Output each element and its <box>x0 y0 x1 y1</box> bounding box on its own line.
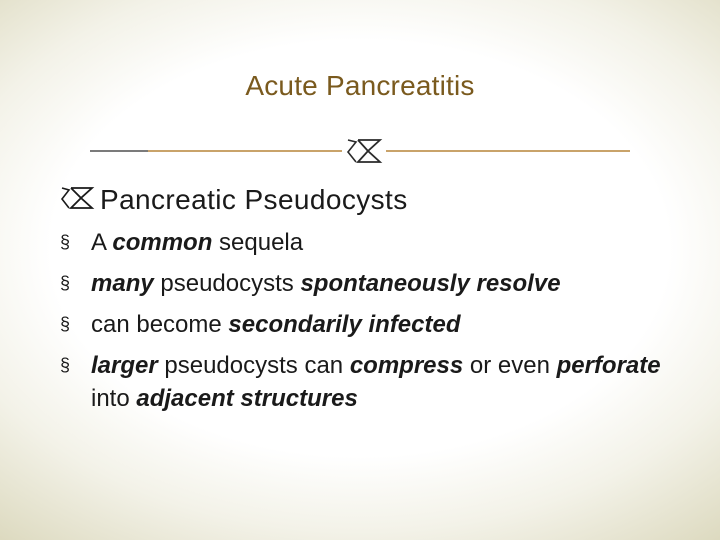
emphasis-text: perforate <box>556 352 661 379</box>
bullet-text: pseudocysts can <box>157 352 350 379</box>
bullet-text: or even <box>463 352 557 379</box>
bullet-marker: § <box>60 232 71 252</box>
emphasis-text: larger <box>91 352 158 379</box>
bullet-marker: § <box>60 273 71 293</box>
bullet-marker: § <box>60 355 71 375</box>
bullet-item <box>60 226 680 259</box>
bullet-item <box>60 308 680 341</box>
double-arrow-icon <box>58 185 98 218</box>
divider-line <box>148 150 630 152</box>
bullet-text: A <box>91 229 113 256</box>
emphasis-text: secondarily infected <box>228 311 461 338</box>
bullet-text: can become <box>91 311 229 338</box>
emphasis-text: compress <box>349 352 464 379</box>
bullet-list <box>60 226 680 423</box>
bullet-item <box>60 349 680 415</box>
bullet-text: into <box>91 385 137 412</box>
bullet-text: pseudocysts <box>153 270 301 297</box>
slide-title: Acute Pancreatitis <box>245 70 475 101</box>
emphasis-text: spontaneously resolve <box>300 270 561 297</box>
emphasis-text: common <box>112 229 213 256</box>
bullet-marker: § <box>60 314 71 334</box>
emphasis-text: adjacent structures <box>136 385 358 412</box>
emphasis-text: many <box>91 270 154 297</box>
bullet-text: sequela <box>212 229 304 256</box>
bullet-item <box>60 267 680 300</box>
section-heading-text: Pancreatic Pseudocysts <box>100 184 408 215</box>
section-heading <box>58 184 408 218</box>
double-arrow-icon <box>342 136 386 166</box>
divider-accent-left <box>90 150 150 152</box>
